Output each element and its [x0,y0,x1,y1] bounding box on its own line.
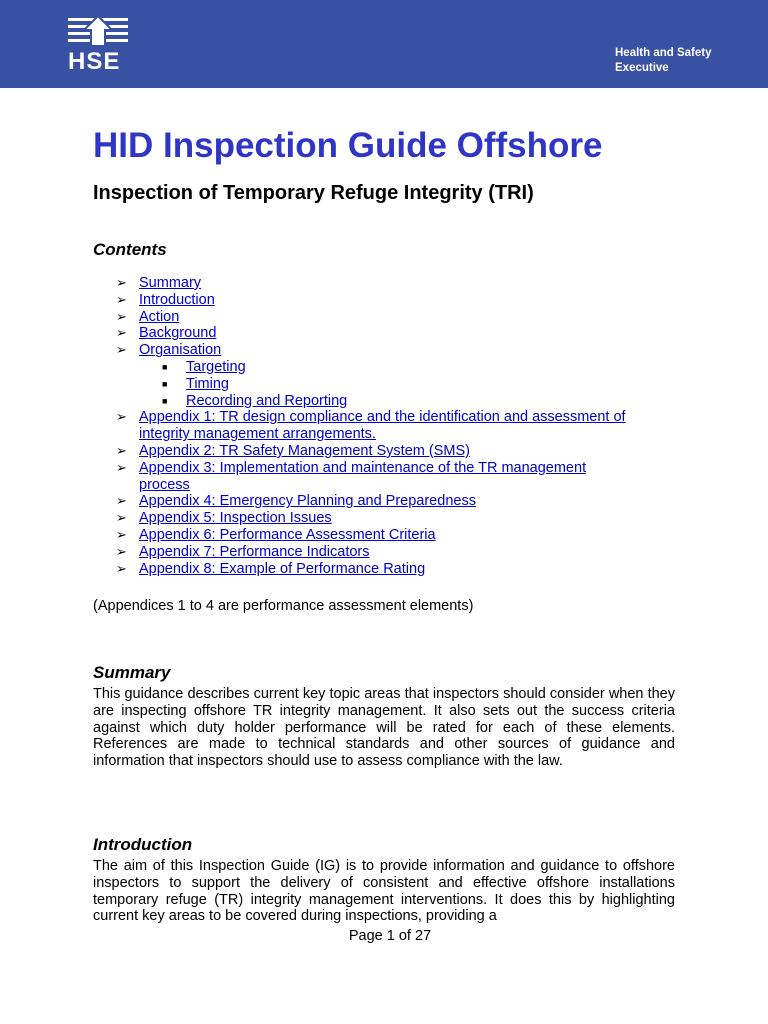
toc-link-appendix-8[interactable]: Appendix 8: Example of Performance Rating [139,560,426,577]
document-subtitle: Inspection of Temporary Refuge Integrity (TRI) [93,182,534,204]
list-item [0,359,768,376]
summary-paragraph: This guidance describes current key topic areas that inspectors should consider when they are inspecting offshore TR integrity management. It also sets out the success criteria against which duty holder performance will be rated for each of these elements. References are made to technical standards and other sources of guidance and information that inspectors should use to assess compliance with the law. [93,686,675,770]
toc-link-action[interactable]: Action [139,308,180,325]
toc-link-appendix-7[interactable]: Appendix 7: Performance Indicators [139,543,370,560]
list-item [0,393,768,410]
square-bullet-icon: ■ [162,395,168,406]
arrow-bullet-icon: ➢ [116,543,127,559]
org-name [615,46,712,76]
list-item [0,342,768,359]
arrow-bullet-icon: ➢ [116,342,127,358]
summary-heading: Summary [93,663,171,682]
toc-link-appendix-4[interactable]: Appendix 4: Emergency Planning and Preparedness [139,493,476,510]
list-item [0,292,768,309]
arrow-bullet-icon: ➢ [116,526,127,542]
toc-link-targeting[interactable]: Targeting [186,358,246,375]
document-title: HID Inspection Guide Offshore [93,126,603,165]
page-footer [0,927,768,945]
hse-logo-text: HSE [68,48,121,75]
arrow-bullet-icon: ➢ [116,510,127,526]
arrow-bullet-icon: ➢ [116,493,127,509]
list-item [0,544,768,561]
toc-link-appendix-5[interactable]: Appendix 5: Inspection Issues [139,510,332,527]
toc-link-recording-reporting[interactable]: Recording and Reporting [186,392,348,409]
list-item [0,527,768,544]
list-item [0,325,768,342]
hse-logo-icon [68,16,130,50]
list-item [0,493,768,510]
contents-heading: Contents [93,240,167,259]
arrow-bullet-icon: ➢ [116,409,127,425]
arrow-bullet-icon: ➢ [116,325,127,341]
toc-link-introduction[interactable]: Introduction [139,291,215,308]
toc-link-organisation[interactable]: Organisation [139,342,222,359]
header-banner [0,0,768,88]
arrow-bullet-icon: ➢ [116,275,127,290]
square-bullet-icon: ■ [162,378,168,389]
appendices-note: (Appendices 1 to 4 are performance assessment elements) [93,598,474,614]
arrow-bullet-icon: ➢ [116,459,127,475]
list-item [0,510,768,527]
org-name-line2: Executive [615,62,669,74]
toc-link-appendix-3[interactable]: Appendix 3: Implementation and maintenance of the TR management process [139,459,587,493]
square-bullet-icon: ■ [162,361,168,372]
arrow-bullet-icon: ➢ [116,560,127,576]
list-item [0,460,768,494]
contents-list [0,275,768,577]
list-item [0,409,768,443]
toc-link-appendix-2[interactable]: Appendix 2: TR Safety Management System (SMS) [139,442,470,459]
list-item [0,376,768,393]
toc-link-appendix-6[interactable]: Appendix 6: Performance Assessment Criteria [139,526,436,543]
toc-link-timing[interactable]: Timing [186,375,229,392]
toc-link-summary[interactable]: Summary [139,275,202,291]
page-number: Page 1 of 27 [348,928,432,944]
list-item [0,275,768,292]
arrow-bullet-icon: ➢ [116,291,127,307]
org-name-line1: Health and Safety [615,47,712,59]
arrow-bullet-icon: ➢ [116,308,127,324]
introduction-heading: Introduction [93,835,193,854]
toc-link-appendix-1[interactable]: Appendix 1: TR design compliance and the identification and assessment of integrity management arrangements. [139,409,626,443]
toc-link-background[interactable]: Background [139,325,217,342]
list-item [0,309,768,326]
list-item [0,561,768,578]
introduction-paragraph: The aim of this Inspection Guide (IG) is to provide information and guidance to offshore inspectors to support the delivery of consistent and effective offshore installations temporary refuge (TR) integrity management interventions. It does this by highlighting current key areas to be covered during inspections, providing a [93,858,675,925]
arrow-bullet-icon: ➢ [116,442,127,458]
list-item [0,443,768,460]
